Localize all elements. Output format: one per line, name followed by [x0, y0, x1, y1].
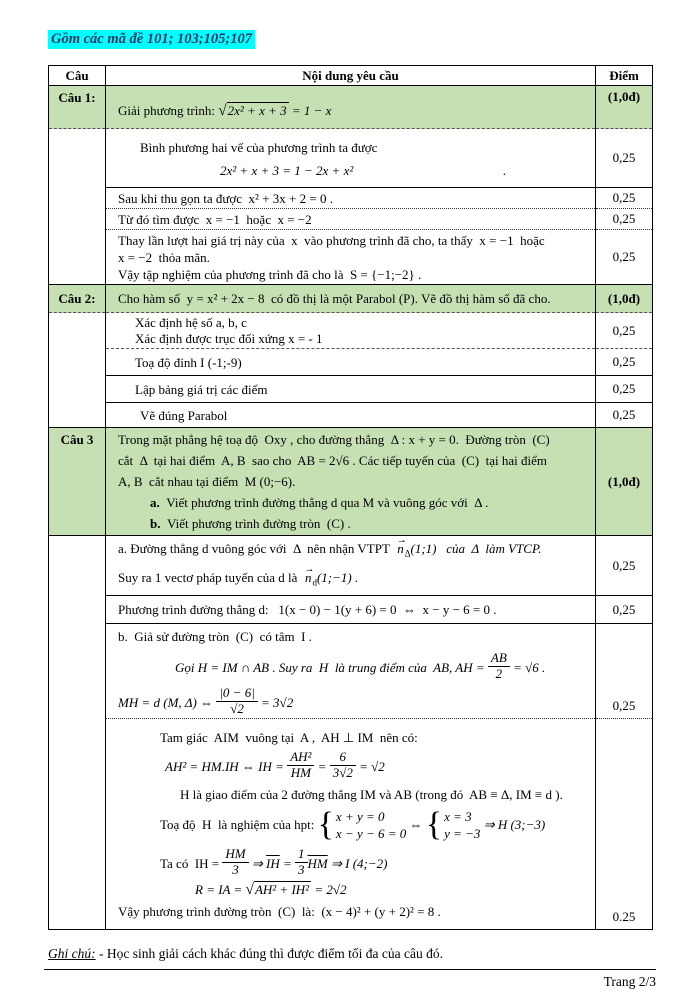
cau1-check-cell	[106, 230, 596, 285]
equation-system-1: { x + y = 0 x − y − 6 = 0	[318, 809, 407, 843]
text-run: ⇒ I (4;−2)	[327, 855, 388, 871]
statement-line: A, B cắt nhau tại điểm M (0;−6).	[118, 474, 296, 489]
cau2-title-line: Cho hàm số y = x² + 2x − 8 có đồ thị là một Parabol (P). Vẽ đồ thị hàm số đã cho.	[118, 291, 551, 306]
fraction-1-3: $\frac{1}{3}$	[295, 847, 308, 878]
solution-line: Sau khi thu gọn ta được x² + 3x + 2 = 0 .	[118, 190, 333, 206]
cau1-title-cell	[106, 86, 596, 129]
cau1-title-row	[49, 86, 653, 129]
statement-item-b	[150, 513, 591, 534]
sqrt-expression	[218, 102, 288, 119]
cau3-label: Câu 3	[49, 428, 106, 536]
text-run: a. Đường thẳng d vuông góc với Δ nên nhận VTPT	[118, 541, 397, 556]
solution-line: Lập bảng giá trị các điểm	[135, 381, 268, 397]
solution-line: Thay lần lượt hai giá trị này của x vào phương trình đã cho, ta thấy x = −1 hoặc	[118, 232, 545, 248]
item-a-marker: a.	[150, 495, 160, 510]
item-a-text: Viết phương trình đường thẳng d qua M và vuông góc với Δ .	[166, 495, 489, 510]
equation-line	[118, 686, 591, 717]
solution-line: x = −2 thỏa mãn.	[118, 249, 210, 265]
solution-line: H là giao điểm của 2 đường thẳng IM và AB (trong đó AB ≡ Δ, IM ≡ d ).	[180, 786, 563, 802]
score-cell: 0,25	[596, 596, 653, 624]
cau1-square-cell	[106, 129, 596, 188]
sqrt-expression	[246, 881, 312, 898]
cau3-b1-cell	[106, 624, 596, 719]
cau1-row-square	[49, 129, 653, 188]
text-run: =	[279, 855, 295, 871]
score-cell: 0,25	[596, 188, 653, 209]
score-cell: 0,25	[596, 376, 653, 403]
text-run: R = IA =	[195, 882, 246, 898]
solution-line: Vậy phương trình đường tròn (C) là: (x − 4)² + (y + 2)² = 8 .	[118, 904, 441, 920]
text-run: (1;−1) .	[316, 569, 359, 585]
page-number: Trang 2/3	[603, 974, 656, 990]
score-cell: 0,25	[596, 129, 653, 188]
cau2-coeff-cell	[106, 313, 596, 349]
cau1-empty-label	[49, 129, 106, 285]
cau3-row-a	[49, 536, 653, 596]
text-run: ⇒	[248, 855, 266, 871]
text-run: ⇔	[406, 816, 426, 832]
text-run: Suy ra 1 vectơ pháp tuyến của d là	[118, 569, 304, 585]
statement-line: cắt Δ tại hai điểm A, B sao cho AB = 2√6 . Các tiếp tuyến của (C) tại hai điểm	[118, 453, 547, 468]
fraction-ab-2: $\frac{AB}{2}$	[488, 651, 510, 682]
footer-note-label: Ghi chú:	[48, 946, 96, 962]
cau2-row-draw	[49, 403, 653, 428]
cau3-empty-label	[49, 536, 106, 930]
solution-line	[118, 566, 591, 595]
equation-line	[165, 750, 591, 781]
cau3-a-cell	[106, 536, 596, 596]
score-cell: 0,25	[596, 536, 653, 596]
fraction-6-3sqrt2: $\frac{6}{3√2}$	[330, 750, 356, 781]
equation-line	[160, 809, 591, 843]
cau1-row-check	[49, 230, 653, 285]
cau1-title-rhs: = 1 − x	[288, 102, 332, 118]
equation: 2x² + x + 3 = 1 − 2x + x²	[220, 163, 354, 178]
cau2-row-vertex	[49, 349, 653, 376]
cau3-row-d-equation	[49, 596, 653, 624]
table-header-row	[49, 66, 653, 86]
cau3-b2-cell	[106, 719, 596, 930]
overline-hm: $\overline{HM}$	[307, 855, 328, 871]
cau1-label: Câu 1:	[49, 86, 106, 129]
fraction-ah2-hm: $\frac{\text{AH²}}{HM}$	[287, 750, 314, 781]
equation-system-2: { x = 3 y = −3	[426, 809, 481, 843]
statement-line: Trong mặt phẳng hệ toạ độ Oxy , cho đường thẳng Δ : x + y = 0. Đường tròn (C)	[118, 432, 550, 447]
sqrt-radicand: 2x² + x + 3	[227, 102, 287, 118]
solution-line: Phương trình đường thẳng d: 1(x − 0) − 1(y + 6) = 0 ⇔ x − y − 6 = 0 .	[118, 602, 497, 618]
col-header-content: Nội dung yêu cầu	[106, 66, 596, 86]
cau1-total-score: (1,0đ)	[596, 86, 653, 129]
cau1-roots-cell	[106, 209, 596, 230]
cau3-deq-cell	[106, 596, 596, 624]
score-cell: 0,25	[596, 209, 653, 230]
text-run: = √6 .	[509, 660, 546, 676]
cau1-row-reduce	[49, 188, 653, 209]
footer-note-text: - Học sinh giải cách khác đúng thì được điểm tối đa của câu đó.	[95, 946, 443, 962]
footer-note	[48, 946, 652, 962]
cau2-total-score: (1,0đ)	[596, 285, 653, 313]
score-cell: 0,25	[596, 313, 653, 349]
solution-line: Vậy tập nghiệm của phương trình đã cho là S = {−1;−2} .	[118, 266, 422, 282]
overline-ih: $\overline{IH}$	[266, 855, 280, 871]
cau3-row-b2	[49, 719, 653, 930]
text-run: = 2√2	[311, 882, 347, 898]
cau1-title-line	[118, 102, 591, 119]
cau2-points-cell	[106, 376, 596, 403]
vector-n-delta: n ⇀	[396, 537, 405, 561]
solution-line: Xác định được trục đối xứng x = - 1	[135, 330, 323, 346]
cau2-label: Câu 2:	[49, 285, 106, 313]
stray-period: .	[502, 163, 506, 178]
vector-n-d: n ⇀	[304, 566, 313, 590]
cau2-draw-cell	[106, 403, 596, 428]
cau2-row-points	[49, 376, 653, 403]
subscript-delta: Δ	[404, 548, 411, 559]
cau2-row-coeff	[49, 313, 653, 349]
text-run: MH = d (M, Δ) ⇔	[118, 695, 217, 711]
text-run: =	[314, 758, 330, 774]
solution-line	[118, 537, 591, 566]
cau3-row-b1	[49, 624, 653, 719]
text-run: AH² = HM.IH ⇔ IH =	[165, 758, 288, 774]
solution-line: Bình phương hai vế của phương trình ta được	[140, 140, 378, 155]
score-cell: 0,25	[596, 403, 653, 428]
fraction-dist: $\frac{|0 - 6|}{√2}$	[216, 686, 257, 717]
col-header-cau: Câu	[49, 66, 106, 86]
cau2-vertex-cell	[106, 349, 596, 376]
solution-line: Xác định hệ số a, b, c	[135, 314, 247, 330]
solution-line: Tam giác AIM vuông tại A , AH ⊥ IM nên có:	[160, 729, 418, 745]
cau2-title-cell	[106, 285, 596, 313]
text-run: Toạ độ H là nghiệm của hpt:	[160, 816, 318, 832]
exam-codes-highlight: Gồm các mã đề 101; 103;105;107	[48, 30, 255, 49]
text-run: = 3√2	[257, 695, 294, 711]
text-run: Gọi H = IM ∩ AB . Suy ra H là trung điểm của AB, AH =	[175, 660, 488, 676]
equation-line	[220, 162, 591, 179]
solution-line: Vẽ đúng Parabol	[140, 407, 228, 423]
score-cell: 0,25	[596, 624, 653, 719]
solution-line: Toạ độ đỉnh I (-1;-9)	[135, 354, 242, 370]
cau3-title-row	[49, 428, 653, 536]
score-cell: 0,25	[596, 230, 653, 285]
solution-line: b. Giả sử đường tròn (C) có tâm I .	[118, 629, 312, 645]
cau1-reduce-cell	[106, 188, 596, 209]
fraction-hm-3: $\frac{HM}{3}$	[222, 847, 248, 878]
score-cell: 0.25	[596, 719, 653, 930]
equation-line	[175, 651, 591, 682]
subscript-d: d	[312, 577, 317, 588]
text-run: = √2	[355, 758, 385, 774]
item-b-marker: b.	[150, 516, 161, 531]
sqrt-radicand: AH² + IH²	[254, 882, 310, 898]
solution-line: Từ đó tìm được x = −1 hoặc x = −2	[118, 211, 312, 227]
footer-separator	[44, 969, 656, 970]
cau2-title-row	[49, 285, 653, 313]
text-run: ⇒ H (3;−3)	[480, 816, 546, 832]
equation-line	[195, 881, 591, 898]
score-cell: 0,25	[596, 349, 653, 376]
cau2-empty-label	[49, 313, 106, 428]
cau3-total-score: (1,0đ)	[596, 428, 653, 536]
text-run: (1;1) của Δ làm VTCP.	[410, 541, 542, 556]
col-header-score: Điểm	[596, 66, 653, 86]
cau3-statement-cell	[106, 428, 596, 536]
answer-key-table	[48, 65, 653, 930]
text-run: Ta có IH =	[160, 855, 223, 871]
item-b-text: Viết phương trình đường tròn (C) .	[166, 516, 351, 531]
equation-line	[160, 847, 591, 878]
cau1-title-prefix: Giải phương trình:	[118, 102, 219, 118]
cau1-row-roots	[49, 209, 653, 230]
statement-item-a	[150, 492, 591, 513]
